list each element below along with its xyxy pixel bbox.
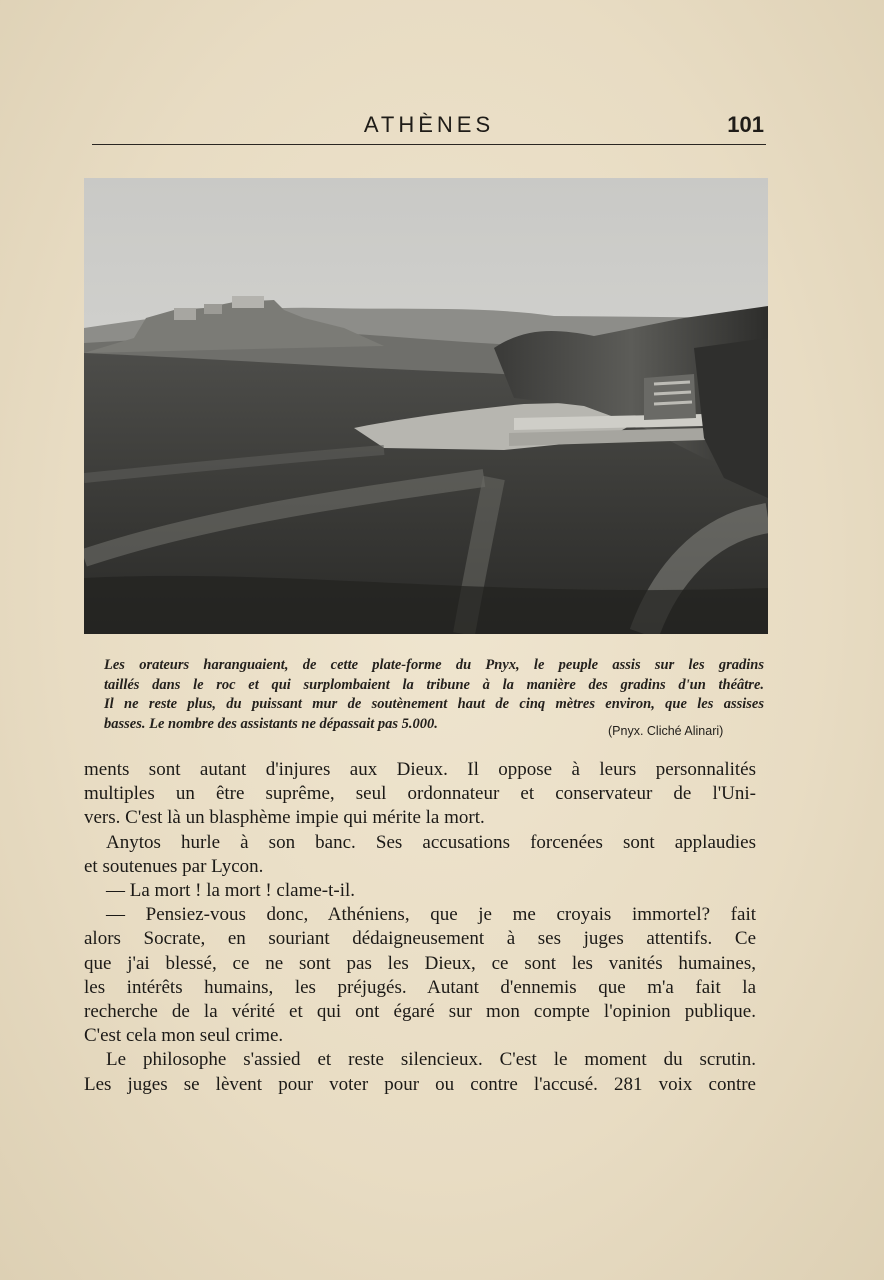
- body-line: et soutenues par Lycon.: [84, 855, 264, 877]
- body-line: alors Socrate, en souriant dédaigneusement à ses juges attentifs. Ce: [84, 928, 756, 950]
- running-header: [92, 110, 766, 145]
- body-line: Les juges se lèvent pour voter pour ou contre l'accusé. 281 voix contre: [84, 1073, 756, 1095]
- caption-line: Les orateurs haranguaient, de cette plate-forme du Pnyx, le peuple assis sur les gradins: [104, 657, 764, 673]
- running-title: ATHÈNES: [363, 112, 495, 137]
- caption-line: taillés dans le roc et qui surplombaient la tribune à la manière des gradins d'un théâtre.: [104, 676, 764, 693]
- caption-line: basses. Le nombre des assistants ne dépassait pas 5.000.: [104, 715, 438, 732]
- caption-line: Il ne reste plus, du puissant mur de soutènement haut de cinq mètres environ, que les assises: [104, 696, 764, 712]
- body-line: C'est cela mon seul crime.: [84, 1025, 284, 1047]
- photo-caption: [104, 656, 764, 734]
- body-line: — Pensiez-vous donc, Athéniens, que je me croyais immortel? fait: [106, 904, 756, 926]
- photo-credit: (Pnyx. Cliché Alinari): [608, 724, 724, 738]
- body-line: multiples un être suprême, seul ordonnateur et conservateur de l'Uni-: [84, 783, 756, 805]
- body-line: vers. C'est là un blasphème impie qui mérite la mort.: [84, 807, 485, 829]
- body-line: Le philosophe s'assied et reste silencieux. C'est le moment du scrutin.: [106, 1049, 756, 1071]
- body-line: — La mort ! la mort ! clame-t-il.: [106, 880, 356, 902]
- body-line: recherche de la vérité et qui ont égaré sur mon compte l'opinion publique.: [84, 1001, 756, 1023]
- page-number: 101: [727, 112, 764, 137]
- body-line: les intérêts humains, les préjugés. Autant d'ennemis que m'a fait la: [84, 976, 756, 998]
- pnyx-photograph: [84, 178, 768, 634]
- body-line: Anytos hurle à son banc. Ses accusations forcenées sont applaudies: [106, 831, 756, 853]
- body-line: ments sont autant d'injures aux Dieux. Il oppose à leurs personnalités: [84, 759, 756, 780]
- body-line: que j'ai blessé, ce ne sont pas les Dieux, ce sont les vanités humaines,: [84, 952, 756, 974]
- body-text: [84, 758, 756, 1097]
